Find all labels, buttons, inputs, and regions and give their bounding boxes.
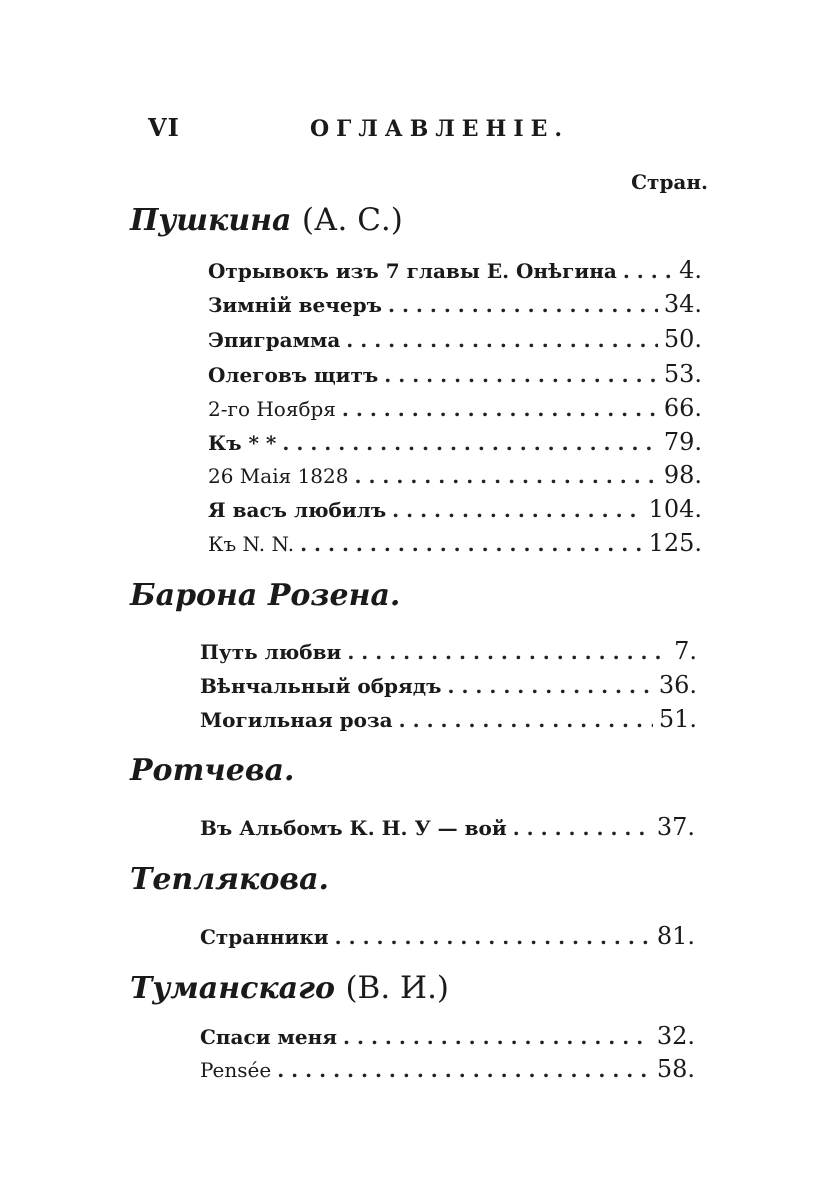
entry-page-number: 98.	[663, 461, 702, 489]
entry-title: Зимній вечеръ	[208, 293, 382, 317]
leader-dots	[346, 328, 658, 352]
toc-entry[interactable]	[208, 461, 702, 489]
toc-entry[interactable]	[200, 1055, 695, 1083]
author-name: Туманскаго	[130, 971, 335, 1006]
entry-page-number: 51.	[658, 705, 697, 733]
toc-entry[interactable]	[200, 671, 697, 699]
toc-entry[interactable]	[208, 428, 702, 456]
toc-entry[interactable]	[200, 1022, 695, 1050]
entry-title: Спаси меня	[200, 1025, 338, 1049]
toc-entry[interactable]	[208, 495, 702, 523]
entry-title: Вѣнчальный обрядъ	[200, 674, 442, 698]
author-name: Ротчева.	[130, 753, 295, 788]
leader-dots	[342, 397, 658, 421]
entry-page-number: 50.	[663, 325, 702, 353]
leader-dots	[343, 1025, 651, 1049]
leader-dots	[300, 532, 642, 556]
toc-entry[interactable]	[208, 290, 702, 318]
page-column-label: Стран.	[631, 170, 708, 194]
entry-page-number: 7.	[674, 637, 697, 665]
toc-entry[interactable]	[208, 394, 702, 422]
entry-page-number: 53.	[663, 360, 702, 388]
entry-page-number: 125.	[648, 529, 702, 557]
section-author-pushkin	[130, 202, 403, 238]
entry-title: Путь любви	[200, 640, 342, 664]
leader-dots	[335, 925, 651, 949]
entry-title: 2-го Ноября	[208, 397, 336, 421]
section-author-teplyakov	[130, 862, 329, 897]
leader-dots	[388, 293, 658, 317]
leader-dots	[282, 431, 657, 455]
leader-dots	[277, 1058, 651, 1082]
leader-dots	[399, 708, 653, 732]
entry-page-number: 66.	[663, 394, 702, 422]
author-initials: (А. С.)	[301, 202, 403, 238]
entry-title: Странники	[200, 925, 329, 949]
leader-dots	[347, 640, 668, 664]
toc-entry[interactable]	[208, 360, 702, 388]
section-author-rosen	[130, 578, 400, 613]
entry-title: Въ Альбомъ К. Н. У — вой	[200, 816, 507, 840]
entry-page-number: 36.	[658, 671, 697, 699]
entry-page-number: 58.	[656, 1055, 695, 1083]
toc-entry[interactable]	[208, 529, 702, 557]
entry-title: Отрывокъ изъ 7 главы Е. Онѣгина	[208, 259, 617, 283]
entry-page-number: 104.	[648, 495, 702, 523]
entry-title: Къ N. N.	[208, 532, 295, 556]
page-title: ОГЛАВЛЕНІЕ.	[310, 116, 570, 142]
entry-page-number: 37.	[656, 813, 695, 841]
entry-title: Я васъ любилъ	[208, 498, 387, 522]
author-name: Теплякова.	[130, 862, 329, 897]
toc-entry[interactable]	[200, 813, 695, 841]
leader-dots	[354, 464, 657, 488]
entry-title: Олеговъ щитъ	[208, 363, 379, 387]
entry-page-number: 79.	[663, 428, 702, 456]
toc-entry[interactable]	[200, 922, 695, 950]
leader-dots	[392, 498, 642, 522]
entry-page-number: 81.	[656, 922, 695, 950]
entry-title: Эпиграмма	[208, 328, 341, 352]
entry-title: Къ * *	[208, 431, 277, 455]
section-author-rotchev	[130, 753, 294, 788]
leader-dots	[384, 363, 658, 387]
author-name: Барона Розена.	[130, 578, 401, 613]
section-author-tumansky	[130, 970, 449, 1006]
entry-title: Могильная роза	[200, 708, 393, 732]
leader-dots	[623, 259, 673, 283]
entry-title: 26 Маія 1828	[208, 464, 349, 488]
toc-entry[interactable]	[208, 256, 702, 284]
author-name: Пушкина	[130, 203, 292, 238]
entry-page-number: 32.	[656, 1022, 695, 1050]
author-initials: (В. И.)	[345, 970, 450, 1006]
leader-dots	[447, 674, 652, 698]
toc-entry[interactable]	[200, 637, 697, 665]
entry-page-number: 4.	[679, 256, 702, 284]
toc-entry[interactable]	[200, 705, 697, 733]
page-number: VI	[148, 113, 180, 142]
entry-page-number: 34.	[663, 290, 702, 318]
toc-entry[interactable]	[208, 325, 702, 353]
leader-dots	[513, 816, 651, 840]
entry-title: Pensée	[200, 1058, 272, 1082]
